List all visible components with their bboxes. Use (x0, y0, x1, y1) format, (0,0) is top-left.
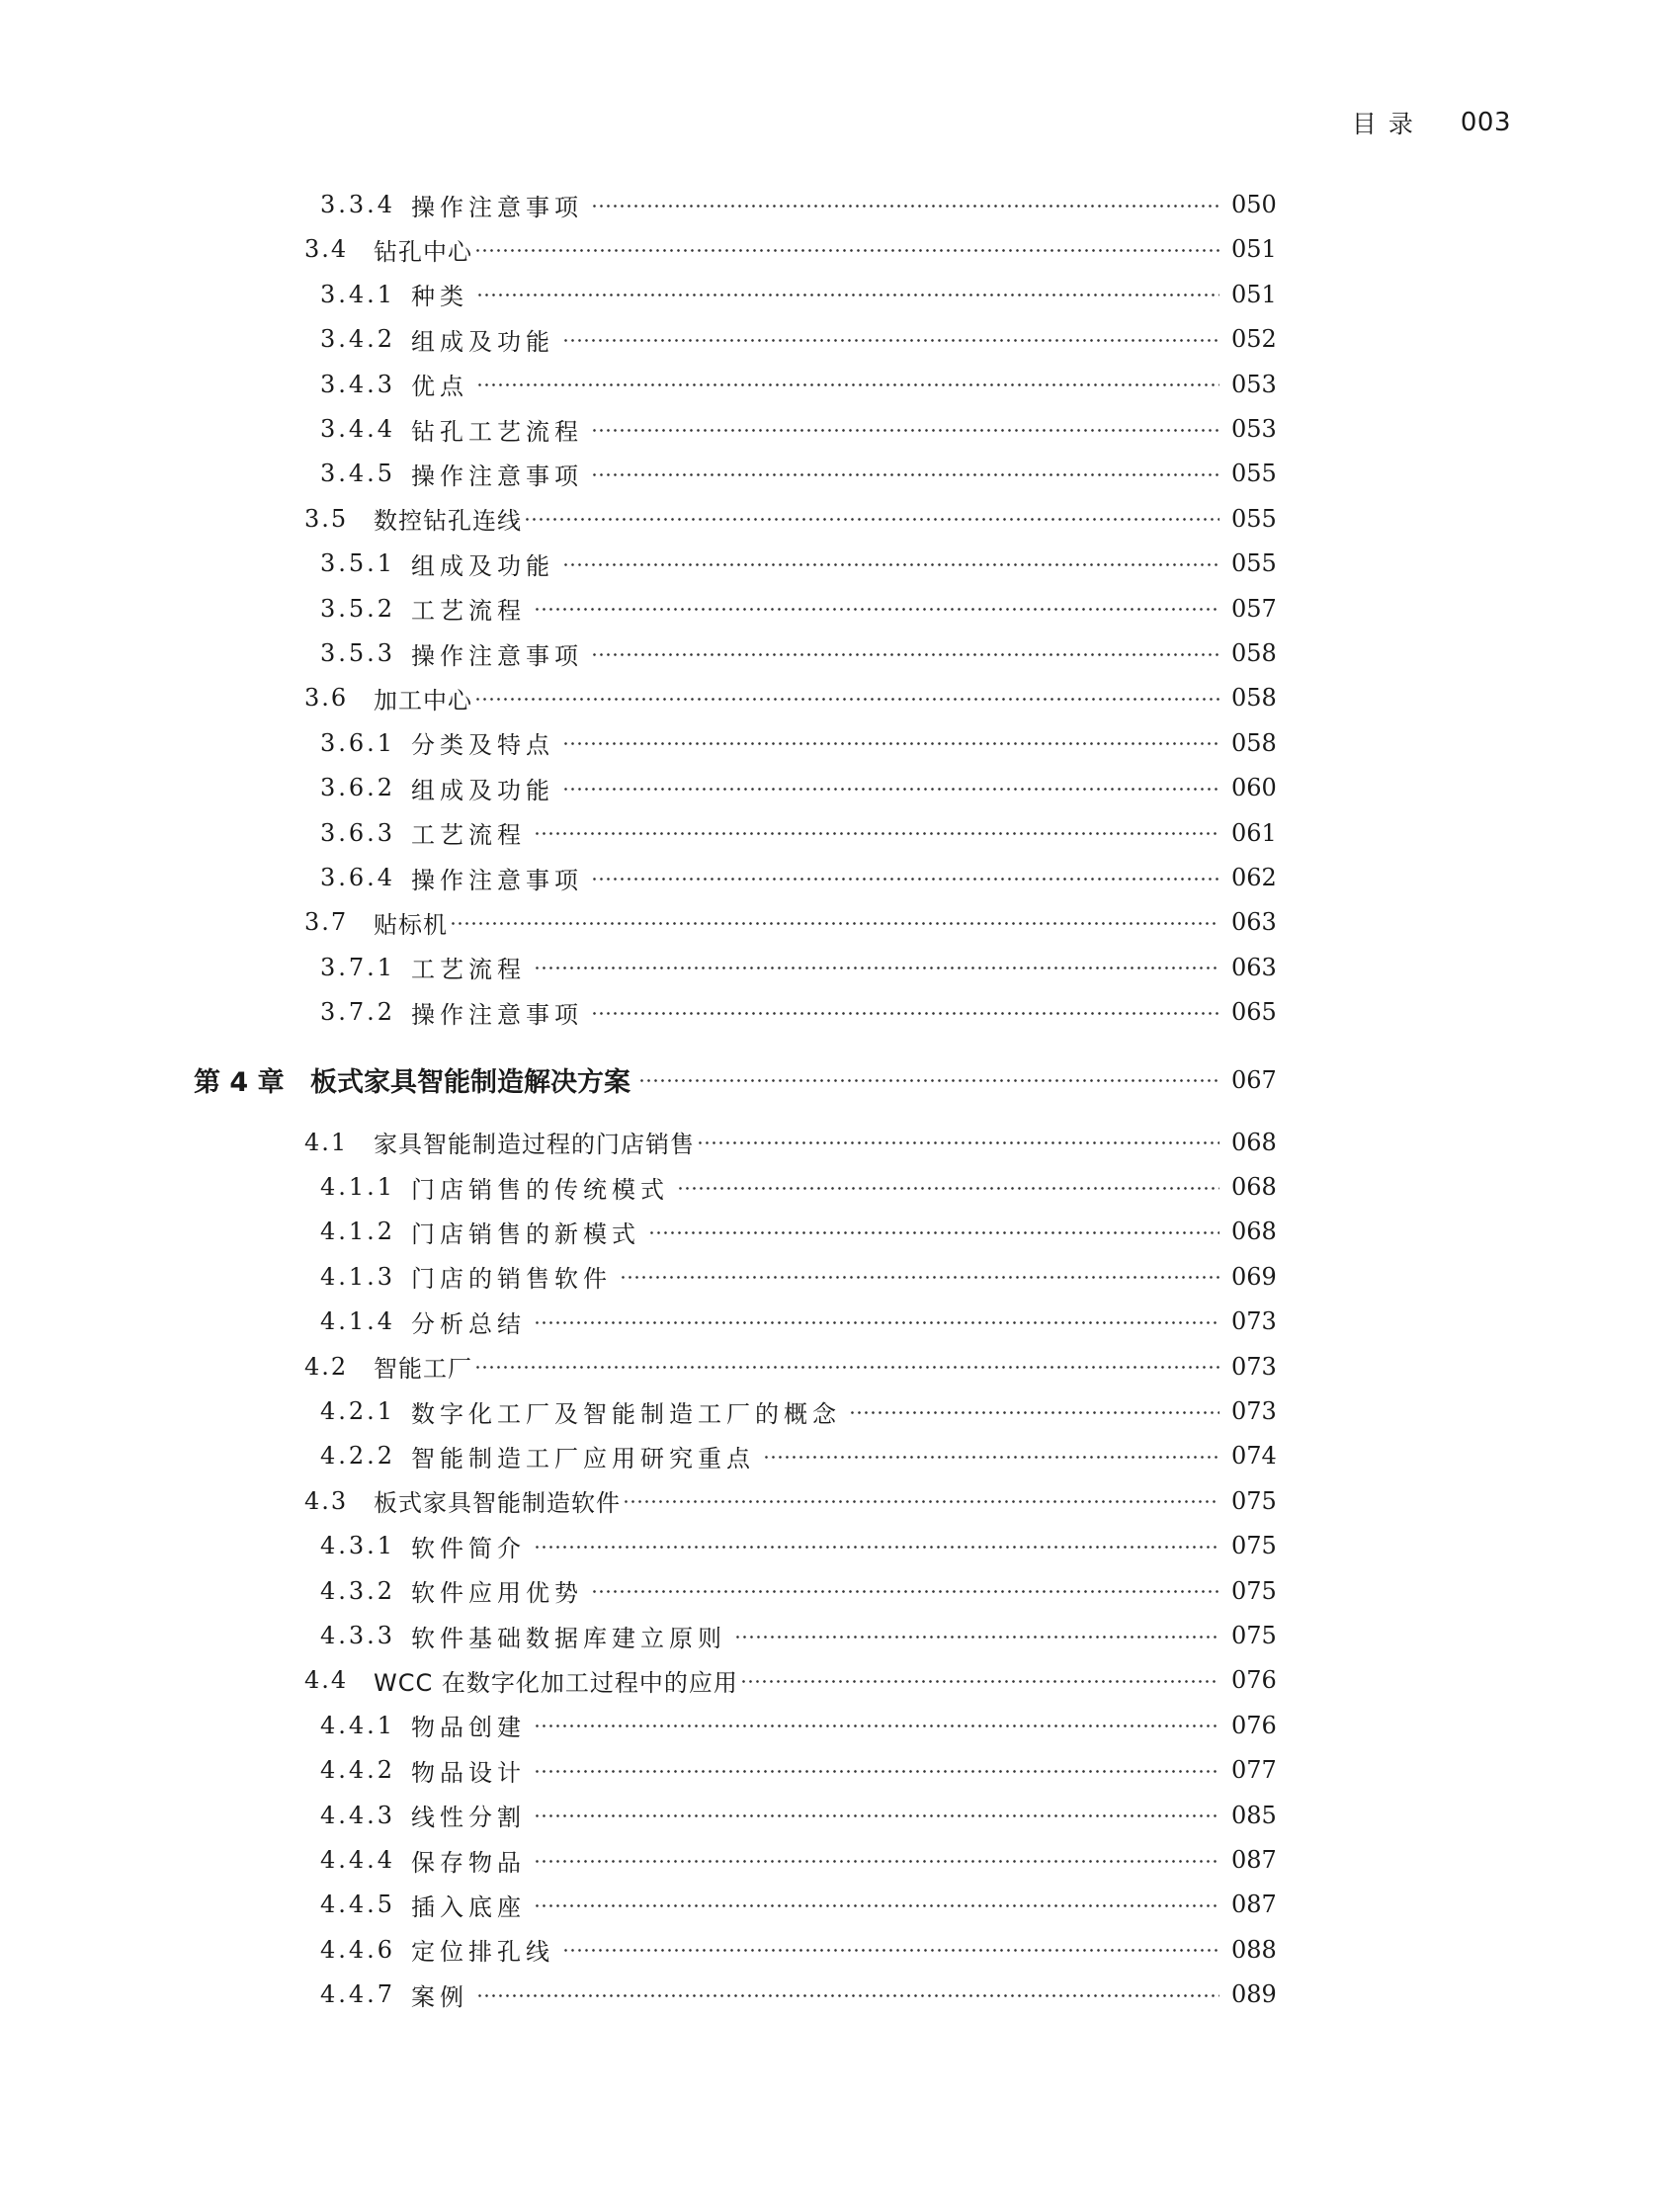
toc-entry-number: 3.5.2 (320, 594, 396, 623)
toc-entry-page: 058 (1231, 728, 1277, 757)
dot-leader (534, 1814, 1219, 1817)
dot-leader (562, 742, 1219, 745)
toc-entry-title: 分析总结 (411, 1309, 526, 1338)
toc-entry-row (320, 1748, 1277, 1792)
toc-entry-title: 板式家具智能制造解决方案 (310, 1067, 630, 1099)
toc-entry-page: 075 (1231, 1622, 1277, 1649)
toc-entry-row (320, 1838, 1277, 1882)
dot-leader (562, 1949, 1219, 1952)
dot-leader (474, 1366, 1219, 1369)
toc-entry-number: 3.6.4 (320, 864, 396, 891)
toc-entry-number: 3.4.5 (320, 460, 396, 488)
toc-entry-page: 062 (1231, 864, 1277, 891)
toc-entry-row (320, 1569, 1277, 1613)
toc-entry-row (320, 183, 1277, 226)
toc-entry-row (320, 721, 1277, 765)
toc-entry-page: 051 (1231, 280, 1277, 308)
dot-leader (534, 1860, 1219, 1863)
toc-entry-title: 组成及功能 (411, 551, 554, 580)
toc-entry-title: 分类及特点 (411, 731, 554, 760)
toc-entry-title: 案例 (411, 1982, 468, 2011)
toc-entry-title: 操作注意事项 (411, 193, 583, 221)
dot-leader (591, 1012, 1219, 1015)
dot-leader (534, 1904, 1219, 1907)
toc-entry-row (320, 407, 1277, 451)
toc-entry-row (304, 676, 1277, 719)
dot-leader (534, 1770, 1219, 1773)
toc-entry-title: 定位排孔线 (411, 1938, 554, 1967)
toc-entry-page: 075 (1231, 1532, 1277, 1560)
toc-entry-page: 052 (1231, 325, 1277, 354)
toc-entry-number: 4.2.1 (320, 1397, 396, 1425)
toc-entry-row (320, 1434, 1277, 1477)
toc-entry-number: 4.4.1 (320, 1711, 396, 1739)
toc-entry-row (320, 1524, 1277, 1567)
toc-entry-row (320, 1389, 1277, 1433)
toc-entry-number: 4.3.1 (320, 1532, 396, 1560)
toc-entry-title: 软件应用优势 (411, 1579, 583, 1608)
toc-entry-row (320, 811, 1277, 855)
toc-entry-title: 加工中心 (374, 686, 472, 715)
toc-entry-page: 063 (1231, 953, 1277, 981)
toc-entry-number: 4.3.2 (320, 1576, 396, 1605)
toc-entry-row (320, 631, 1277, 675)
toc-entry-title: 组成及功能 (411, 327, 554, 356)
toc-entry-page: 075 (1231, 1486, 1277, 1515)
header-page-number: 003 (1460, 108, 1511, 137)
toc-entry-title: 插入底座 (411, 1892, 526, 1921)
toc-entry-title: 智能工厂 (374, 1355, 472, 1384)
toc-entry-title: 门店的销售软件 (411, 1265, 612, 1294)
toc-entry-row (304, 497, 1277, 541)
toc-entry-row (320, 856, 1277, 899)
toc-entry-number: 3.7.2 (320, 998, 396, 1027)
dot-leader (562, 339, 1219, 342)
dot-leader (562, 788, 1219, 791)
toc-entry-page: 087 (1231, 1891, 1277, 1919)
dot-leader (591, 473, 1219, 476)
toc-entry-title: 门店销售的新模式 (411, 1219, 640, 1248)
toc-entry-number: 4.4.3 (320, 1801, 396, 1829)
toc-entry-page: 074 (1231, 1442, 1277, 1471)
dot-leader (476, 1994, 1219, 1997)
toc-entry-number: 3.5.3 (320, 639, 396, 667)
toc-entry-title: 操作注意事项 (411, 866, 583, 894)
toc-entry-number: 4.4.5 (320, 1891, 396, 1919)
toc-entry-title: 操作注意事项 (411, 1000, 583, 1029)
toc-entry-page: 089 (1231, 1980, 1277, 2009)
toc-entry-page: 067 (1231, 1065, 1277, 1094)
toc-entry-number: 3.4.2 (320, 325, 396, 354)
toc-entry-number: 3.4.4 (320, 415, 396, 443)
toc-entry-number: 3.6 (304, 684, 349, 713)
toc-entry-page: 051 (1231, 235, 1277, 264)
dot-leader (474, 249, 1219, 252)
toc-entry-row (320, 1300, 1277, 1343)
toc-entry-number: 3.7 (304, 908, 349, 937)
toc-entry-page: 073 (1231, 1397, 1277, 1425)
toc-entry-number: 4.2.2 (320, 1442, 396, 1471)
toc-entry-row (320, 1883, 1277, 1926)
toc-entry-title: 组成及功能 (411, 776, 554, 804)
toc-entry-row (320, 587, 1277, 631)
toc-entry-number: 4.1 (304, 1128, 349, 1156)
toc-entry-page: 088 (1231, 1935, 1277, 1964)
toc-entry-page: 055 (1231, 460, 1277, 488)
dot-leader (734, 1636, 1219, 1639)
toc-entry-row (320, 452, 1277, 495)
dot-leader (638, 1079, 1219, 1082)
toc-entry-page: 076 (1231, 1711, 1277, 1739)
toc-entry-title: 门店销售的传统模式 (411, 1175, 669, 1204)
toc-entry-page: 058 (1231, 684, 1277, 713)
toc-entry-row (320, 363, 1277, 406)
toc-entry-number: 4.4 (304, 1666, 349, 1695)
toc-entry-page: 073 (1231, 1352, 1277, 1381)
toc-entry-page: 063 (1231, 908, 1277, 937)
toc-entry-number: 4.3.3 (320, 1622, 396, 1649)
dot-leader (763, 1456, 1219, 1459)
toc-entry-title: 工艺流程 (411, 597, 526, 626)
dot-leader (534, 832, 1219, 835)
toc-entry-title: 软件基础数据库建立原则 (411, 1624, 726, 1652)
dot-leader (474, 698, 1219, 701)
toc-entry-number: 4.3 (304, 1486, 349, 1515)
toc-entry-page: 050 (1231, 191, 1277, 218)
toc-entry-title: 数控钻孔连线 (374, 507, 522, 536)
toc-entry-page: 077 (1231, 1756, 1277, 1785)
toc-entry-page: 053 (1231, 415, 1277, 443)
toc-chapter-row (194, 1055, 1277, 1105)
toc-entry-title: 工艺流程 (411, 956, 526, 984)
toc-entry-number: 3.6.1 (320, 728, 396, 757)
toc-entry-number: 3.5 (304, 504, 349, 533)
toc-entry-page: 073 (1231, 1307, 1277, 1336)
toc-entry-title: 优点 (411, 373, 468, 401)
dot-leader (534, 1724, 1219, 1727)
toc-entry-title: 数字化工厂及智能制造工厂的概念 (411, 1399, 841, 1428)
toc-entry-number: 3.6.2 (320, 774, 396, 802)
toc-entry-number: 4.1.4 (320, 1307, 396, 1336)
dot-leader (623, 1500, 1219, 1503)
toc-entry-page: 057 (1231, 594, 1277, 623)
toc-entry-title: 钻孔中心 (374, 237, 472, 266)
dot-leader (591, 653, 1219, 656)
toc-entry-page: 055 (1231, 504, 1277, 533)
dot-leader (591, 205, 1219, 208)
toc-entry-row (320, 1614, 1277, 1657)
dot-leader (677, 1187, 1219, 1190)
toc-entry-title: 智能制造工厂应用研究重点 (411, 1444, 755, 1472)
toc-entry-number: 4.2 (304, 1352, 349, 1381)
toc-entry-page: 058 (1231, 639, 1277, 667)
toc-entry-number: 3.4 (304, 235, 349, 264)
toc-entry-page: 087 (1231, 1846, 1277, 1874)
toc-entry-row (304, 1479, 1277, 1523)
toc-entry-row (320, 1973, 1277, 2016)
toc-entry-title: 操作注意事项 (411, 462, 583, 490)
toc-entry-title: 保存物品 (411, 1848, 526, 1877)
dot-leader (562, 563, 1219, 566)
dot-leader (591, 878, 1219, 881)
dot-leader (524, 518, 1219, 521)
dot-leader (648, 1231, 1219, 1234)
toc-entry-number: 3.5.1 (320, 549, 396, 578)
toc-entry-page: 069 (1231, 1262, 1277, 1291)
toc-entry-row (320, 273, 1277, 316)
toc-entry-title: 操作注意事项 (411, 641, 583, 670)
toc-entry-title: 种类 (411, 283, 468, 311)
toc-entry-number: 3.4.1 (320, 280, 396, 308)
toc-entry-page: 065 (1231, 998, 1277, 1027)
toc-entry-row (320, 1794, 1277, 1837)
toc-entry-title: 钻孔工艺流程 (411, 417, 583, 446)
dot-leader (476, 383, 1219, 386)
toc-entry-page: 068 (1231, 1173, 1277, 1201)
toc-entry-row (320, 1255, 1277, 1299)
dot-leader (591, 429, 1219, 432)
toc-entry-row (320, 766, 1277, 809)
toc-entry-number: 4.1.2 (320, 1218, 396, 1246)
toc-entry-row (320, 1704, 1277, 1747)
toc-entry-page: 068 (1231, 1128, 1277, 1156)
dot-leader (534, 608, 1219, 611)
toc-entry-number: 3.7.1 (320, 953, 396, 981)
toc-entry-row (320, 1165, 1277, 1209)
toc-entry-page: 055 (1231, 549, 1277, 578)
toc-entry-number: 3.4.3 (320, 370, 396, 398)
toc-entry-title: 工艺流程 (411, 821, 526, 850)
toc-entry-title: WCC 在数字化加工过程中的应用 (374, 1668, 738, 1697)
toc-entry-row (320, 317, 1277, 361)
dot-leader (534, 967, 1219, 969)
dot-leader (740, 1680, 1219, 1683)
dot-leader (534, 1546, 1219, 1549)
toc-entry-page: 076 (1231, 1666, 1277, 1695)
toc-entry-row (304, 1121, 1277, 1164)
toc-entry-page: 075 (1231, 1576, 1277, 1605)
toc-entry-row (304, 900, 1277, 944)
toc-entry-page: 053 (1231, 370, 1277, 398)
toc-entry-title: 家具智能制造过程的门店销售 (374, 1131, 695, 1159)
toc-entry-number: 第 4 章 (194, 1067, 285, 1099)
dot-leader (450, 922, 1219, 925)
toc-entry-number: 4.4.4 (320, 1846, 396, 1874)
dot-leader (849, 1411, 1219, 1414)
toc-entry-number: 4.4.2 (320, 1756, 396, 1785)
toc-entry-title: 贴标机 (374, 910, 448, 939)
toc-entry-number: 4.1.1 (320, 1173, 396, 1201)
toc-entry-row (320, 946, 1277, 989)
running-header (1352, 103, 1511, 142)
toc-entry-row (304, 1345, 1277, 1388)
toc-entry-number: 4.1.3 (320, 1262, 396, 1291)
toc-entry-page: 085 (1231, 1801, 1277, 1829)
dot-leader (476, 294, 1219, 296)
toc-entry-title: 物品创建 (411, 1714, 526, 1742)
toc-entry-title: 软件简介 (411, 1534, 526, 1562)
dot-leader (697, 1141, 1219, 1144)
dot-leader (591, 1590, 1219, 1593)
toc-entry-page: 068 (1231, 1218, 1277, 1246)
toc-entry-title: 物品设计 (411, 1758, 526, 1787)
toc-entry-number: 4.4.6 (320, 1935, 396, 1964)
toc-entry-row (320, 542, 1277, 585)
toc-entry-row (320, 990, 1277, 1034)
toc-entry-page: 060 (1231, 774, 1277, 802)
header-section-title: 目录 (1351, 110, 1425, 138)
dot-leader (534, 1321, 1219, 1324)
toc-entry-number: 4.4.7 (320, 1980, 396, 2009)
toc-entry-row (304, 227, 1277, 271)
dot-leader (620, 1276, 1219, 1279)
toc-entry-number: 3.6.3 (320, 818, 396, 847)
toc-entry-row (320, 1210, 1277, 1253)
toc-entry-page: 061 (1231, 818, 1277, 847)
toc-entry-title: 线性分割 (411, 1804, 526, 1832)
toc-entry-row (320, 1928, 1277, 1972)
toc-entry-number: 3.3.4 (320, 191, 396, 218)
toc-entry-row (304, 1658, 1277, 1702)
toc-entry-title: 板式家具智能制造软件 (374, 1489, 621, 1518)
